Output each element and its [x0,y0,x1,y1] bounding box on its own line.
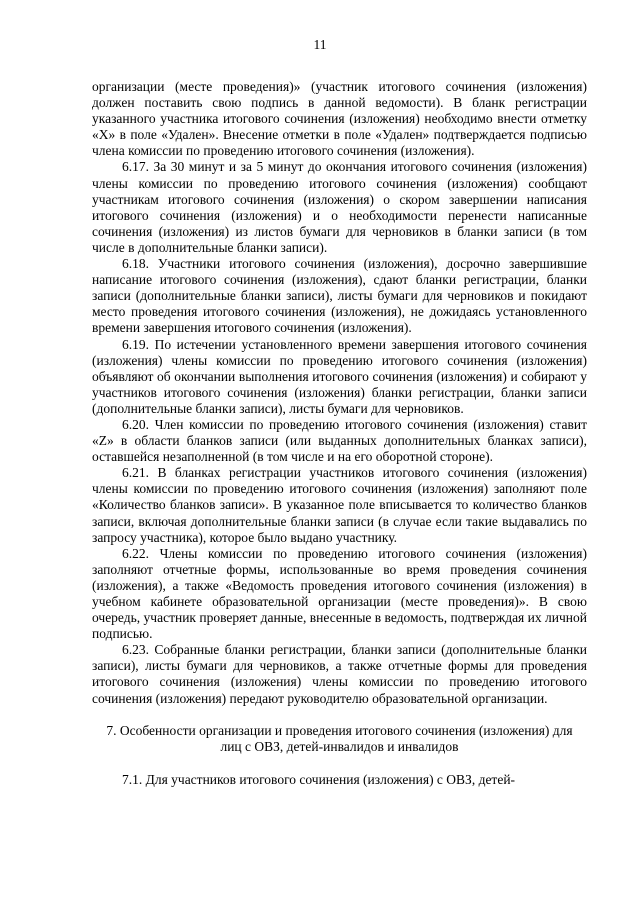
section-heading-line-1: 7. Особенности организации и проведения итогового сочинения (изложения) для [106,722,573,738]
section-heading-line-2: лиц с ОВЗ, детей-инвалидов и инвалидов [220,738,459,754]
paragraph-6-19: 6.19. По истечении установленного времени завершения итогового сочинения (изложения) члены комиссии по проведению итогового сочинения (изложения) объявляют об окончании выполнения итогового сочинения (изложения) и собирают у участников итогового сочинения (изложения) бланки регистрации, бланки записи (дополнительные бланки записи), листы бумаги для черновиков. [92,336,587,416]
paragraph-6-17: 6.17. За 30 минут и за 5 минут до окончания итогового сочинения (изложения) члены комиссии по проведению итогового сочинения (изложения) сообщают участникам итогового сочинения (изложения) о скором завершении написания итогового сочинения (изложения) и о необходимости перенести написанные сочинения (изложения) из листов бумаги для черновиков в бланки записи (в том числе в дополнительные бланки записи). [92,159,587,255]
paragraph-6-22: 6.22. Члены комиссии по проведению итогового сочинения (изложения) заполняют отчетные формы, использованные во время проведения сочинения (изложения), а также «Ведомость проведения итогового сочинения (изложения) в учебном кабинете образовательной организации (месте проведения)». В свою очередь, участник проверяет данные, внесенные в ведомость, подтверждая их личной подписью. [92,545,587,642]
paragraph-7-1: 7.1. Для участников итогового сочинения (изложения) с ОВЗ, детей- [122,771,516,787]
paragraph-6-20: 6.20. Член комиссии по проведению итогового сочинения (изложения) ставит «Z» в области бланков записи (или выданных дополнительных бланках записи), оставшейся незаполненной (в том числе и на его оборотной стороне). [92,416,587,465]
section-heading [92,723,587,755]
paragraph-6-21: 6.21. В бланках регистрации участников итогового сочинения (изложения) члены комиссии по проведению итогового сочинения (изложения) заполняют поле «Количество бланков записи». В указанное поле вписывается то количество бланков записи, включая дополнительные бланки записи (в случае если такие выдавались по запросу участника), которое было выдано участнику. [92,465,587,545]
paragraph-continuation: организации (месте проведения)» (участник итогового сочинения (изложения) должен поставить свою подпись в данной ведомости). В бланк регистрации указанного участника итогового сочинения (изложения) необходимо внести отметку «X» в поле «Удален». Внесение отметки в поле «Удален» подтверждается подписью члена комиссии по проведению итогового сочинения (изложения). [92,79,587,159]
paragraph-6-23: 6.23. Собранные бланки регистрации, бланки записи (дополнительные бланки записи), листы бумаги для черновиков, а также отчетные формы для проведения итогового сочинения (изложения) члены комиссии по проведению итогового сочинения (изложения) передают руководителю образовательной организации. [92,642,587,706]
paragraph-6-18: 6.18. Участники итогового сочинения (изложения), досрочно завершившие написание итогового сочинения (изложения), сдают бланки регистрации, бланки записи (дополнительные бланки записи), листы бумаги для черновиков и покидают место проведения итогового сочинения (изложения), не дожидаясь установленного времени завершения итогового сочинения (изложения). [92,256,587,336]
document-body [92,79,587,788]
page-number: 11 [313,37,327,52]
